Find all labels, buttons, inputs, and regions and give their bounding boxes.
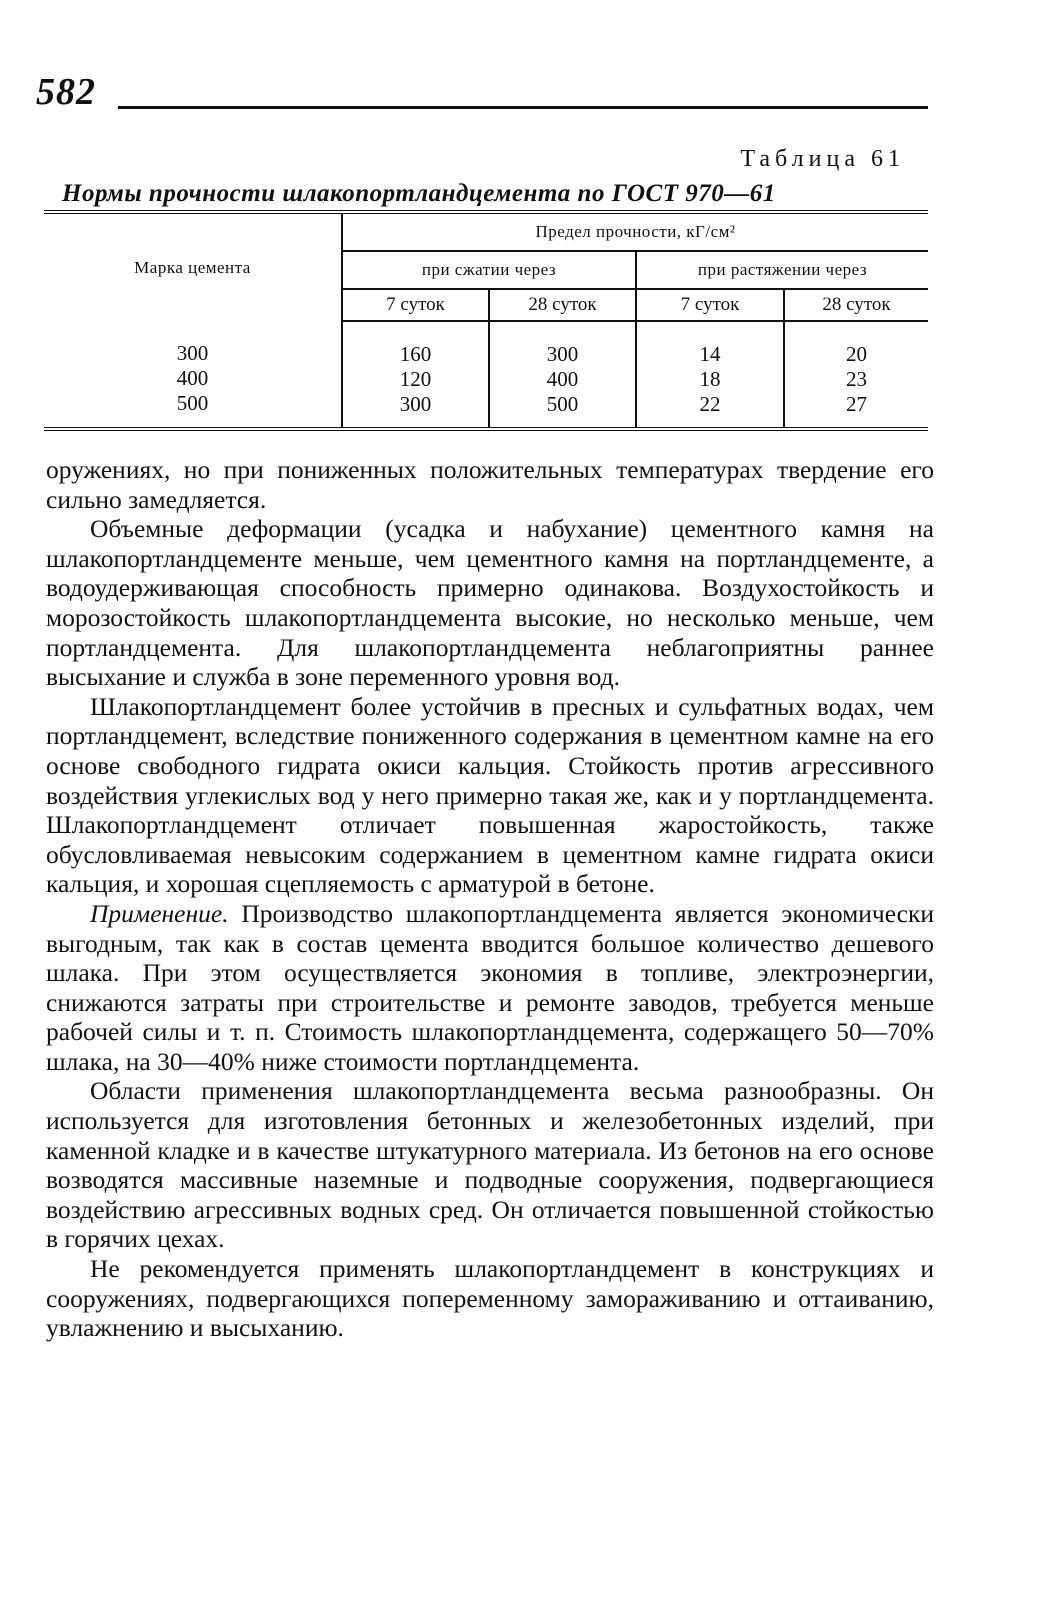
application-text: Производство шлакопортландцемента является экономически выгодным, так как в состав цемента вводится большое количество дешевого шлака. При этом осуществляется экономия в топливе, электроэнергии, снижаются затраты при строительстве и ремонте заводов, требуется меньше рабочей силы и т. п. Стоимость шлакопортландцемента, содержащего 50—70% шлака, на 30—40% ниже стоимости портландцемента. <box>46 898 934 1076</box>
compression-7-days-header: 7 суток <box>342 289 489 321</box>
paragraph-deformation: Объемные деформации (усадка и набухание) цементного камня на шлакопортландцементе меньше, чем цементного камня на портландцементе, а водоудерживающая способность примерно одинакова. Воздухостойкость и морозостойкость шлакопортландцемента высокие, но несколько меньше, чем портландцемента. Для шлакопортландцемента неблагоприятны раннее высыхание и служба в зоне переменного уровня вод. <box>46 514 934 692</box>
tension-header: при растяжении через <box>636 251 928 289</box>
tension-28-cell <box>784 321 928 427</box>
tension-7-value: 18 <box>699 367 721 391</box>
tension-28-value: 27 <box>846 392 867 416</box>
tension-28-value: 23 <box>846 367 867 391</box>
compression-28-value: 500 <box>546 392 579 416</box>
tension-28-days-header: 28 суток <box>784 289 928 321</box>
table-bottom-rule <box>44 427 928 431</box>
table-caption: Таблица 61 <box>740 146 905 172</box>
tension-7-value: 14 <box>699 342 721 366</box>
strength-header: Предел прочности, кГ/см² <box>342 214 928 251</box>
table-body-row <box>44 321 928 427</box>
compression-28-days-header: 28 суток <box>489 289 636 321</box>
tension-28-value: 20 <box>846 342 867 366</box>
brand-cell <box>44 321 342 427</box>
brand-value: 300 <box>176 341 209 365</box>
paragraph-continuation: оружениях, но при пониженных положительных температурах твердение его сильно замедляется. <box>46 455 934 514</box>
brand-column-header: Марка цемента <box>44 214 342 321</box>
tension-7-days-header: 7 суток <box>636 289 784 321</box>
tension-7-cell <box>636 321 784 427</box>
application-heading: Применение. <box>90 898 229 928</box>
compression-28-cell <box>489 321 636 427</box>
body-text <box>46 455 934 1343</box>
brand-value: 500 <box>176 391 209 415</box>
header-rule <box>118 106 928 109</box>
compression-28-value: 400 <box>546 367 579 391</box>
table-title: Нормы прочности шлакопортландцемента по ГОСТ 970—61 <box>62 180 776 207</box>
paragraph-application <box>46 899 934 1077</box>
paragraph-resistance: Шлакопортландцемент более устойчив в пресных и сульфатных водах, чем портландцемент, вследствие пониженного содержания в цементном камне на его основе свободного гидрата окиси кальция. Стойкость против агрессивного воздействия углекислых вод у него примерно такая же, как и у портландцемента. Шлакопортландцемент отличает повышенная жаростойкость, также обусловливаемая невысоким содержанием в цементном камне гидрата окиси кальция, и хорошая сцепляемость с арматурой в бетоне. <box>46 691 934 899</box>
strength-table-grid <box>44 214 928 427</box>
paragraph-fields-of-use: Области применения шлакопортландцемента весьма разнообразны. Он используется для изготовления бетонных и железобетонных изделий, при каменной кладке и в качестве штукатурного материала. Из бетонов на его основе возводятся массивные наземные и подводные сооружения, подвергающиеся воздействию агрессивных водных сред. Он отличается повышенной стойкостью в горячих цехах. <box>46 1076 934 1254</box>
strength-table <box>44 210 928 431</box>
compression-header: при сжатии через <box>342 251 636 289</box>
compression-28-value: 300 <box>546 342 579 366</box>
brand-value: 400 <box>176 366 209 390</box>
compression-7-value: 300 <box>399 392 432 416</box>
tension-7-value: 22 <box>699 392 721 416</box>
compression-7-value: 160 <box>399 342 432 366</box>
compression-7-value: 120 <box>399 367 432 391</box>
page-number: 582 <box>36 71 96 113</box>
compression-7-cell <box>342 321 489 427</box>
page-header <box>36 70 928 114</box>
paragraph-not-recommended: Не рекомендуется применять шлакопортландцемент в конструкциях и сооружениях, подвергающихся попеременному замораживанию и оттаиванию, увлажнению и высыханию. <box>46 1254 934 1343</box>
